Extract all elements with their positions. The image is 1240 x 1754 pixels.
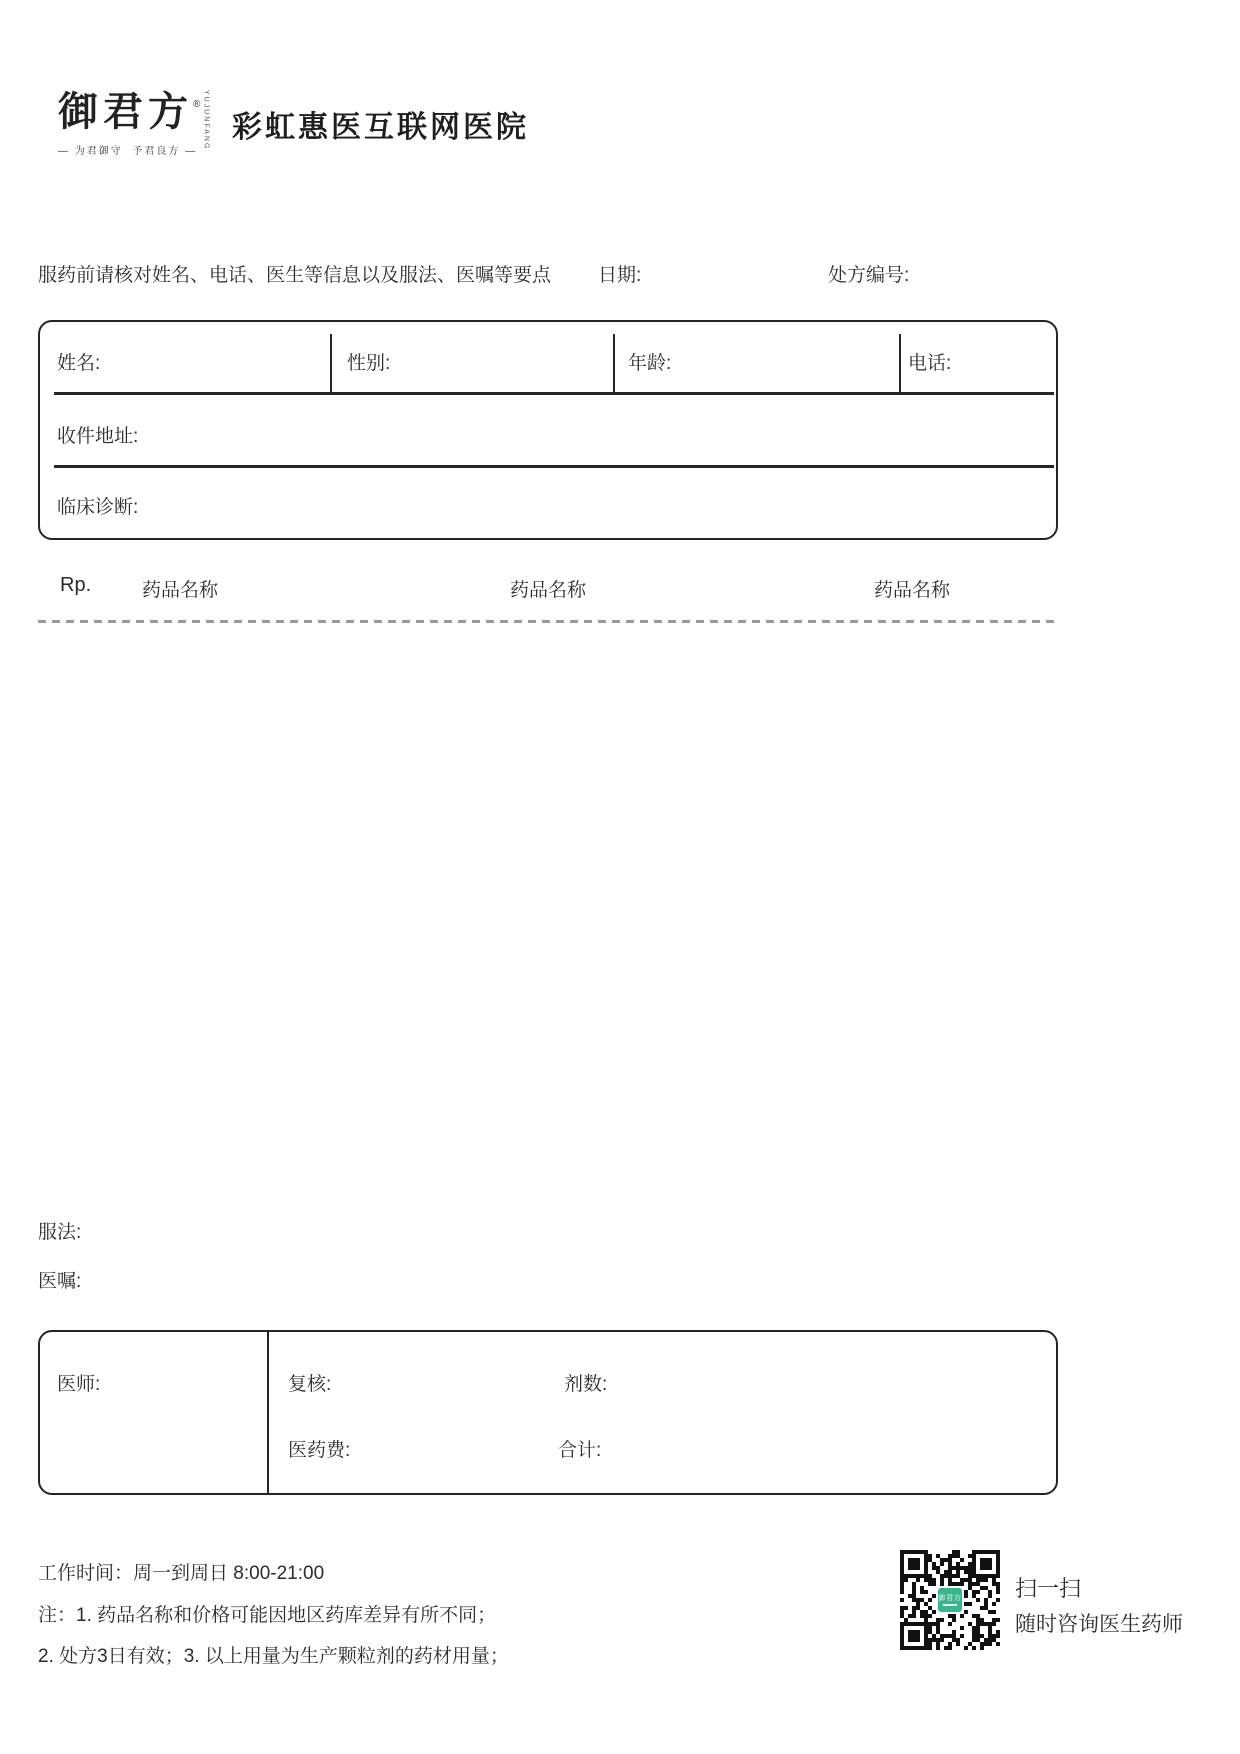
drug-name-header-2: 药品名称: [510, 580, 587, 601]
qr-center-logo-bar: [943, 1604, 957, 1606]
rx-separator-dashed-line: [38, 620, 1058, 623]
patient-phone-label: 电话:: [908, 353, 952, 374]
qr-code: [900, 1550, 1000, 1650]
medicine-fee-label: 医药费:: [288, 1440, 351, 1461]
note-line-2: 2. 处方3日有效；3. 以上用量为生产颗粒剂的药材用量；: [38, 1646, 509, 1667]
patient-name-label: 姓名:: [57, 353, 101, 374]
qr-center-logo: [936, 1586, 964, 1614]
qr-center-logo-text: 御君方: [938, 1594, 962, 1602]
total-label: 合计:: [558, 1440, 602, 1461]
signoff-box: [38, 1330, 1058, 1495]
divider-row2: [54, 465, 1054, 468]
qr-caption-scan: 扫一扫: [1015, 1576, 1082, 1601]
rp-label: Rp.: [60, 574, 92, 596]
brand-logo-vertical-text: YUJUNFANG: [202, 90, 210, 151]
hospital-name: 彩虹惠医互联网医院: [232, 111, 529, 144]
usage-label: 服法:: [38, 1222, 82, 1243]
patient-info-box: [38, 320, 1058, 540]
divider-name-gender: [330, 334, 332, 392]
registered-trademark-icon: ®: [193, 99, 201, 110]
brand-logo-text: 御君方: [58, 88, 193, 135]
divider-age-phone: [899, 334, 901, 392]
verification-notice: 服药前请核对姓名、电话、医生等信息以及服法、医嘱等要点: [38, 265, 552, 286]
divider-physician: [267, 1332, 269, 1493]
drug-name-header-1: 药品名称: [142, 580, 219, 601]
review-label: 复核:: [288, 1374, 332, 1395]
divider-gender-age: [613, 334, 615, 392]
note-line-1: 注：1. 药品名称和价格可能因地区药库差异有所不同；: [38, 1605, 497, 1626]
work-hours: 工作时间：周一到周日 8:00-21:00: [38, 1563, 325, 1584]
rx-number-label: 处方编号:: [828, 265, 910, 286]
drug-name-header-3: 药品名称: [874, 580, 951, 601]
qr-caption-consult: 随时咨询医生药师: [1015, 1613, 1183, 1636]
dose-count-label: 剂数:: [564, 1374, 608, 1395]
diagnosis-label: 临床诊断:: [57, 497, 139, 518]
address-label: 收件地址:: [57, 426, 139, 447]
date-label: 日期:: [598, 265, 642, 286]
physician-label: 医师:: [57, 1374, 101, 1395]
patient-gender-label: 性别:: [347, 353, 391, 374]
divider-row1: [54, 392, 1054, 395]
brand-tagline: — 为君御守 予君良方 —: [58, 146, 198, 157]
brand-logo: [58, 90, 209, 157]
advice-label: 医嘱:: [38, 1271, 82, 1292]
patient-age-label: 年龄:: [628, 353, 672, 374]
